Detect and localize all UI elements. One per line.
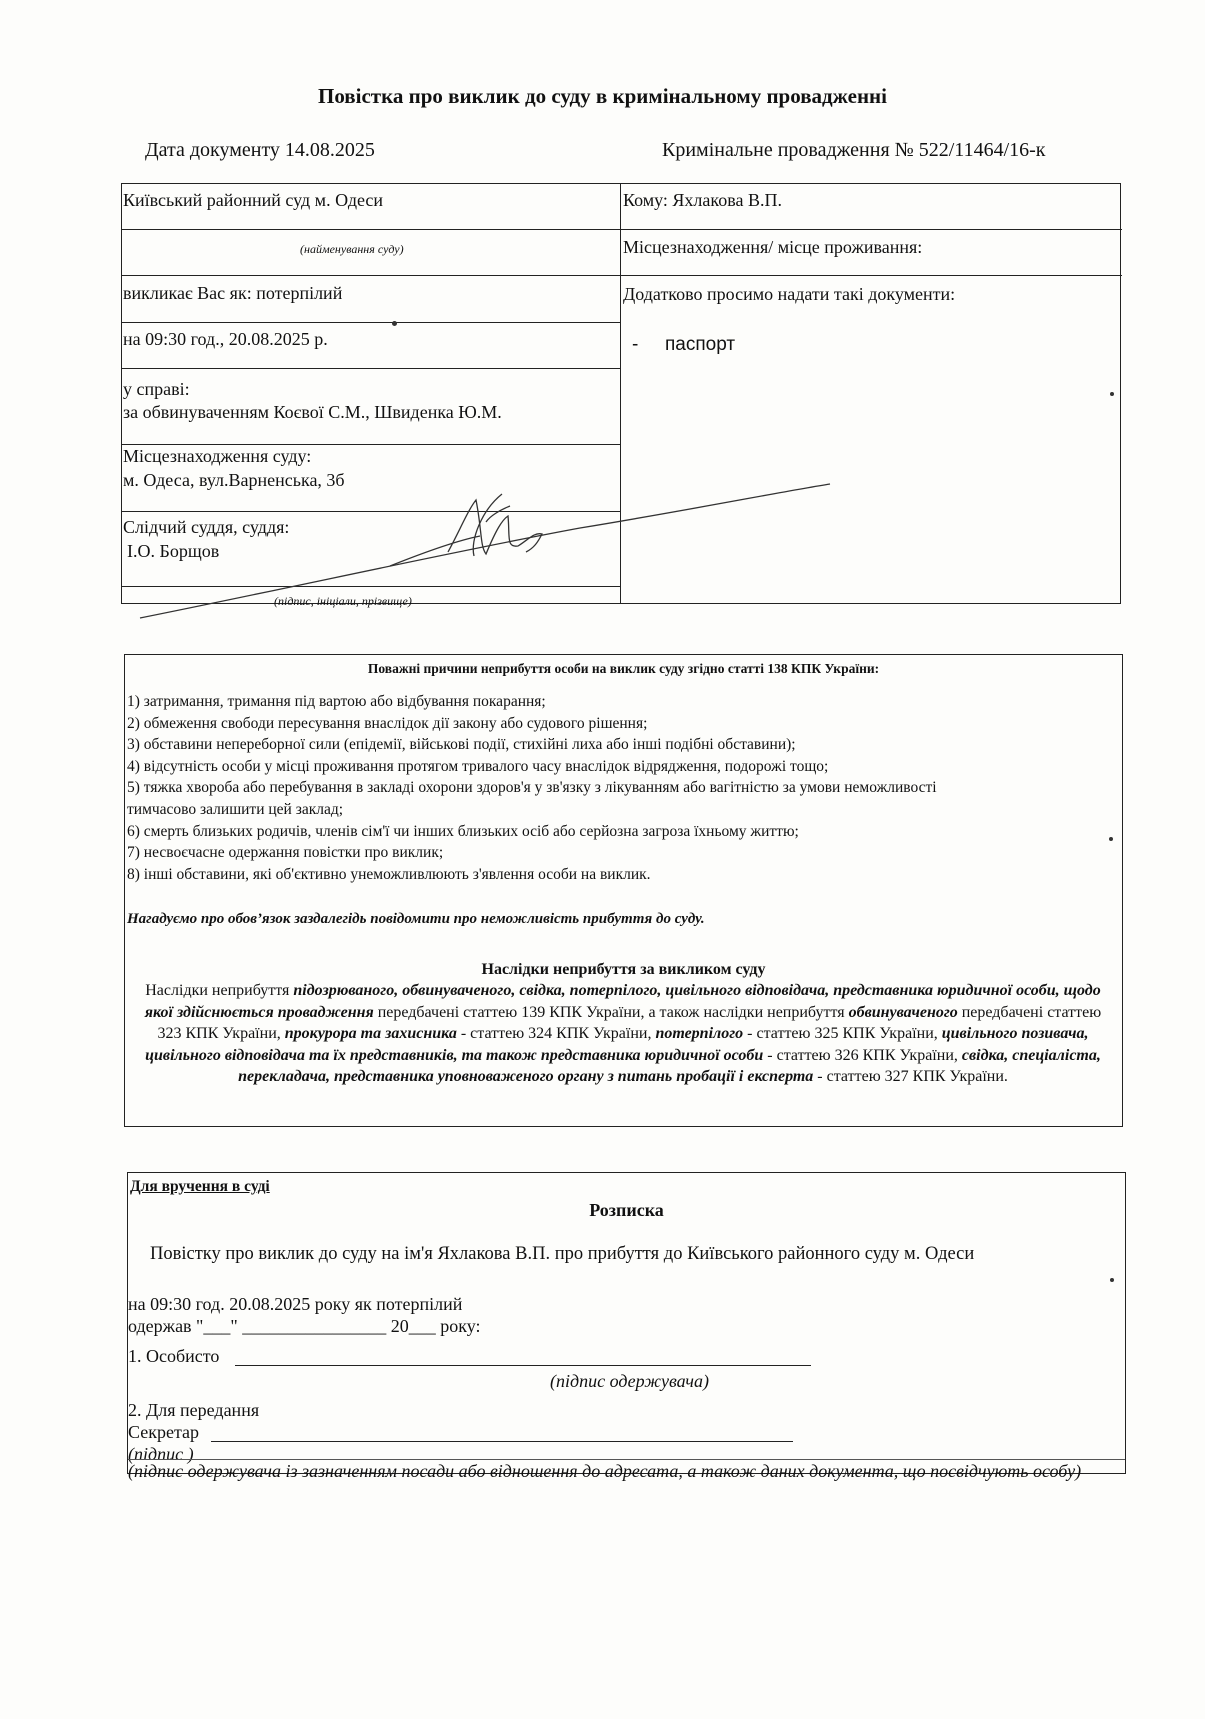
recipient: Кому: Яхлакова В.П.: [623, 190, 782, 210]
residence-label: Місцезнаходження/ місце проживання:: [623, 237, 923, 257]
judge-label: Слідчий суддя, суддя:: [123, 517, 290, 537]
document-item-passport: паспорт: [665, 334, 736, 355]
scan-speck: [1109, 837, 1113, 841]
case-label: у справі:: [123, 379, 190, 399]
judge-name: І.О. Борщов: [127, 541, 220, 561]
scan-speck: [1110, 1278, 1114, 1282]
reason-item: тимчасово залишити цей заклад;: [127, 800, 344, 818]
recipient-signature-caption: (підпис одержувача): [550, 1371, 709, 1391]
scan-speck: [392, 321, 397, 326]
for-transfer-label: 2. Для передання: [128, 1400, 260, 1420]
document-dash: -: [632, 334, 639, 355]
scan-speck: [1110, 392, 1114, 396]
receipt-line-1: Повістку про виклик до суду на ім'я Яхлакова В.П. про прибуття до Київського районного суду м. Одеси: [150, 1244, 975, 1264]
court-location-value: м. Одеса, вул.Варненська, 3б: [123, 470, 345, 490]
case-value: за обвинуваченням Коєвої С.М., Швиденка Ю.М.: [123, 402, 502, 422]
absence-reasons-box: [124, 654, 1123, 1127]
reasons-heading: Поважні причини неприбуття особи на виклик суду згідно статті 138 КПК України:: [367, 661, 880, 676]
receipt-heading: Розписка: [589, 1200, 664, 1220]
signature-caption-small: (підпис ): [128, 1444, 194, 1464]
reminder: Нагадуємо про обов’язок заздалегідь повідомити про неможливість прибуття до суду.: [127, 911, 705, 927]
case-number: Кримінальне провадження № 522/11464/16-к: [662, 139, 1046, 161]
hearing-time: на 09:30 год., 20.08.2025 р.: [123, 329, 328, 349]
secretary-signature-line: [211, 1441, 793, 1442]
personally-signature-line: [235, 1365, 811, 1366]
reason-item: 5) тяжка хвороба або перебування в закладі охорони здоров'я у зв'язку з лікуванням або вагітністю за умови неможливості: [127, 779, 937, 797]
reason-item: 8) інші обставини, які об'єктивно унеможливлюють з'явлення особи на виклик.: [127, 865, 651, 883]
receipt-line-3: одержав "___" ________________ 20___ року:: [128, 1316, 481, 1336]
reason-item: 7) несвоєчасне одержання повістки про виклик;: [127, 844, 444, 862]
page-title: Повістка про виклик до суду в кримінальному провадженні: [318, 84, 887, 108]
personally-label: 1. Особисто: [128, 1346, 220, 1366]
bottom-caption: (підпис одержувача із зазначенням посади або відношення до адресата, а також даних документа, що посвідчують особу): [128, 1461, 1082, 1481]
for-court-label: Для вручення в суді: [130, 1178, 270, 1195]
consequences-heading: Наслідки неприбуття за викликом суду: [481, 961, 766, 978]
reason-item: 4) відсутність особи у місці проживання протягом тривалого часу внаслідок відрядження, подорожі тощо;: [127, 757, 829, 775]
court-caption: (найменування суду): [300, 242, 404, 256]
reason-item: 2) обмеження свободи пересування внаслідок дії закону або судового рішення;: [127, 714, 648, 732]
judge-signature: [130, 470, 850, 630]
signature-caption: (підпис, ініціали, прізвище): [274, 594, 412, 608]
receipt-box: [127, 1172, 1126, 1481]
reason-item: 6) смерть близьких родичів, членів сім'ї чи інших близьких осіб або серйозна загроза їхньому життю;: [127, 822, 799, 840]
consequences-text: Наслідки неприбуття підозрюваного, обвинуваченого, свідка, потерпілого, цивільного відповідача, представника юридичної особи, щодо якої здійснюється провадження передбачені статтею 139 КПК України, а також наслідки неприбуття обвинуваченого передбачені статтею 323 КПК України, прокурора та захисника - статтею 324 КПК України, потерпілого - статтею 325 КПК України, цивільного позивача, цивільного відповідача та їх представників, та також представника юридичної особи - статтею 326 КПК України, свідка, спеціаліста, перекладача, представника уповноваженого органу з питань пробації і експерта - статтею 327 КПК України.: [144, 982, 1102, 1085]
documents-request: Додатково просимо надати такі документи:: [623, 284, 956, 304]
court-name: Київський районний суд м. Одеси: [123, 190, 384, 210]
secretary-label: Секретар: [128, 1422, 200, 1442]
court-location-label: Місцезнаходження суду:: [123, 446, 312, 466]
reasons-list: [127, 691, 1117, 885]
reason-item: 3) обставини непереборної сили (епідемії, військові події, стихійні лиха або інші подібні обставини);: [127, 736, 796, 754]
reason-item: 1) затримання, тримання під вартою або відбування покарання;: [127, 693, 546, 710]
receipt-line-2: на 09:30 год. 20.08.2025 року як потерпілий: [128, 1294, 463, 1314]
summons-as: викликає Вас як: потерпілий: [123, 283, 343, 303]
document-date: Дата документу 14.08.2025: [145, 139, 375, 161]
